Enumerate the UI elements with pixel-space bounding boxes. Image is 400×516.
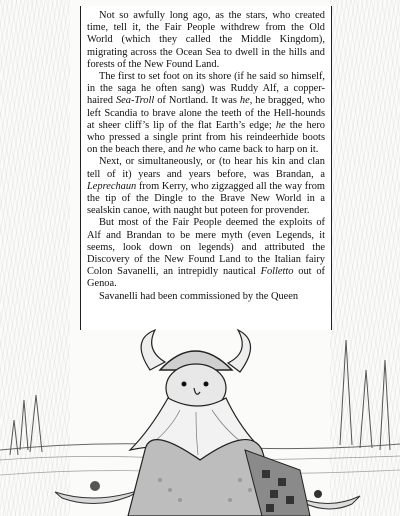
text-run: who came back to harp on it. bbox=[195, 144, 319, 156]
text-run: from Kerry, who zigzagged all the way from the tip of the Dingle to the Brave New World in a sealskin canoe, with naught but poteen for provender. bbox=[87, 180, 325, 217]
paragraph-4 bbox=[87, 217, 325, 290]
text-run: out of Genoa. bbox=[87, 266, 325, 290]
paragraph-3 bbox=[87, 156, 325, 217]
text-run: he bbox=[275, 119, 286, 131]
text-run: , he bragged, who left Scandia to brave alone the teeth of the Hell-hounds at sheer cliff’s lip of the flat Earth’s edge; bbox=[87, 95, 326, 131]
text-run: But most of the Fair People deemed the exploits of Alf and Brandan to be mere myth (even Legends, it seems, look down on legends) and attributed the Discovery of the New Found Land to the Italian fairy Colon Savanelli, an intrepidly nautical bbox=[87, 217, 325, 278]
paragraph-2 bbox=[87, 71, 325, 156]
text-run: Folletto bbox=[260, 266, 294, 278]
text-run: Savanelli had been commissioned by the Queen bbox=[99, 290, 299, 302]
viking-troll-illustration bbox=[0, 300, 400, 516]
text-run: the hero who pressed a single print from his reindeerhide boots on the beach there, and bbox=[87, 119, 325, 156]
paragraph-1 bbox=[87, 10, 325, 71]
text-column bbox=[80, 6, 332, 330]
text-run: he bbox=[239, 95, 250, 107]
text-run: Next, or simultaneously, or (to hear his kin and clan tell of it) years and years before, was Brandan, a bbox=[87, 156, 325, 180]
text-run: The first to set foot on its shore (if he said so himself, in the saga he often sang) was Ruddy Alf, a copper-haired bbox=[87, 71, 325, 107]
text-run: Leprechaun bbox=[87, 180, 137, 192]
text-run: he bbox=[185, 144, 196, 156]
text-run: Not so awfully long ago, as the stars, who created time, tell it, the Fair People withdrew from the Old World (which they called the Middle Kingdom), migrating across the Ocean Sea to dwell in the hills and forests of the New Found Land. bbox=[87, 10, 325, 70]
text-run: Sea-Troll bbox=[115, 95, 155, 107]
text-run: of Nortland. It was bbox=[154, 95, 240, 107]
